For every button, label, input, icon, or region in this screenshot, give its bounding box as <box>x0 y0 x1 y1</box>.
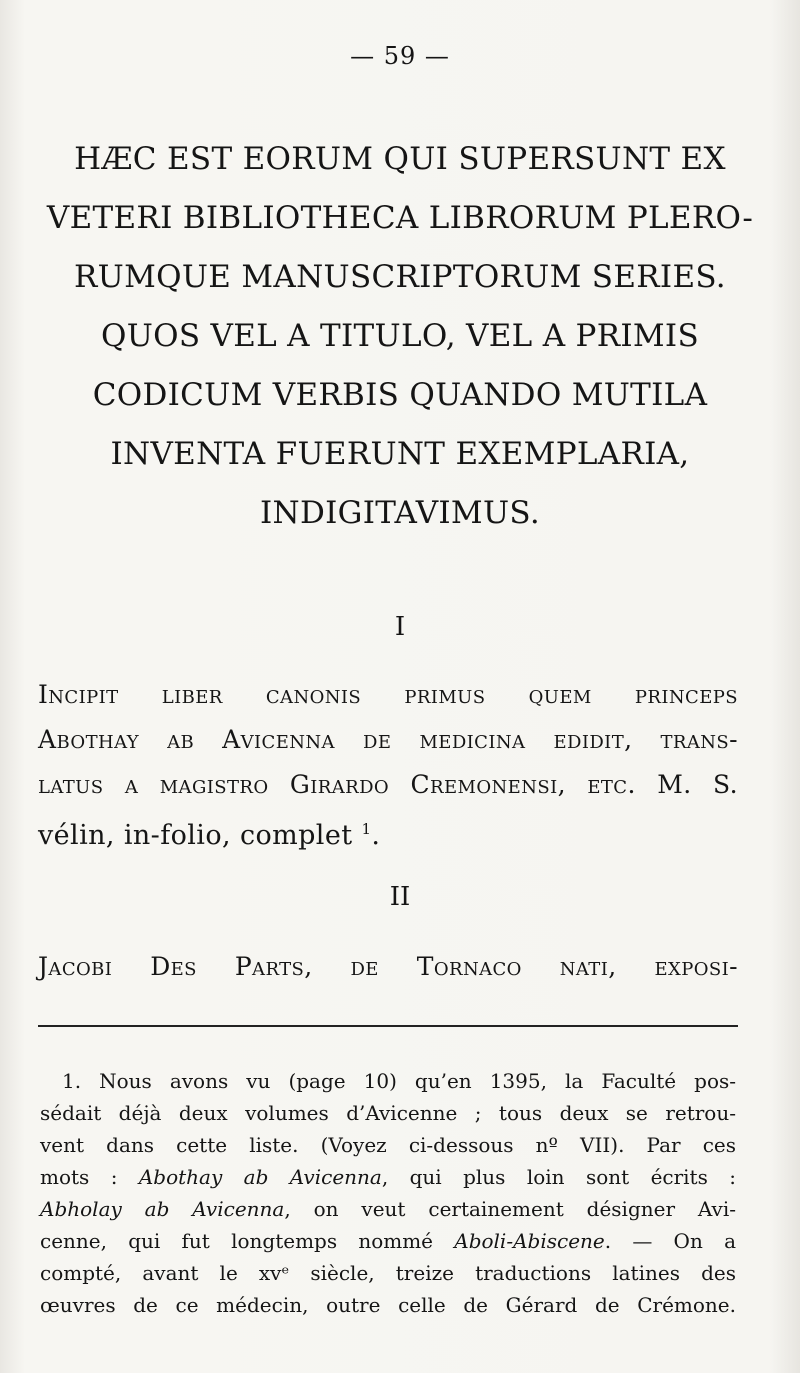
entry-last-line: vélin, in-folio, complet $^1$. <box>38 820 381 851</box>
footnote-text: cenne, qui fut longtemps nommé <box>40 1229 455 1253</box>
footnote-italic: Abothay ab Avicenna <box>138 1165 382 1189</box>
footnote-italic: Aboli-Abiscene <box>454 1229 605 1253</box>
footnote-text: mots : <box>40 1165 139 1189</box>
footnote-line: 1. Nous avons vu (page 10) qu’en 1395, la Faculté pos- <box>62 1069 736 1093</box>
footnote-divider <box>38 1025 738 1027</box>
section-numeral-2: II <box>389 882 411 912</box>
entry-line-text: vélin, in-folio, complet <box>38 820 353 851</box>
heading-line: VETERI BIBLIOTHECA LIBRORUM PLERO- <box>46 200 754 236</box>
footnote-text: , on veut certainement désigner Avi- <box>284 1197 737 1221</box>
footnote <box>40 1065 736 1321</box>
section-numeral-1: I <box>394 612 406 642</box>
entry-line: Incipit liber canonis primus quem princeps <box>38 680 738 709</box>
footnote-text: . — On a <box>604 1229 736 1253</box>
entry-1 <box>38 672 738 858</box>
footnote-line <box>40 1193 736 1225</box>
footnote-line <box>40 1161 736 1193</box>
footnote-reference: 1 <box>361 820 372 838</box>
entry-2 <box>38 944 738 989</box>
heading-line: CODICUM VERBIS QUANDO MUTILA <box>92 377 708 413</box>
heading-line: HÆC EST EORUM QUI SUPERSUNT EX <box>74 141 726 177</box>
footnote-text: , qui plus loin sont écrits : <box>381 1165 736 1189</box>
heading-line: RUMQUE MANUSCRIPTORUM SERIES. <box>74 259 726 295</box>
footnote-line: vent dans cette liste. (Voyez ci-dessous nº VII). Par ces <box>40 1133 736 1157</box>
heading-line: QUOS VEL A TITULO, VEL A PRIMIS <box>100 318 700 354</box>
catalog-heading <box>40 130 760 543</box>
heading-line: INVENTA FUERUNT EXEMPLARIA, <box>110 436 690 472</box>
entry-line: Abothay ab Avicenna de medicina edidit, trans- <box>38 725 738 754</box>
page-number: — 59 — <box>350 42 450 70</box>
heading-line: INDIGITAVIMUS. <box>260 495 540 531</box>
footnote-line: œuvres de ce médecin, outre celle de Gérard de Crémone. <box>40 1293 736 1317</box>
footnote-line <box>40 1225 736 1257</box>
entry-line: latus a magistro Girardo Cremonensi, etc. M. S. <box>38 770 738 799</box>
entry-line: Jacobi Des Parts, de Tornaco nati, exposi- <box>38 952 738 981</box>
footnote-italic: Abholay ab Avicenna <box>40 1197 285 1221</box>
footnote-line: compté, avant le xvᵉ siècle, treize traductions latines des <box>40 1261 736 1285</box>
footnote-line: sédait déjà deux volumes d’Avicenne ; tous deux se retrou- <box>40 1101 736 1125</box>
